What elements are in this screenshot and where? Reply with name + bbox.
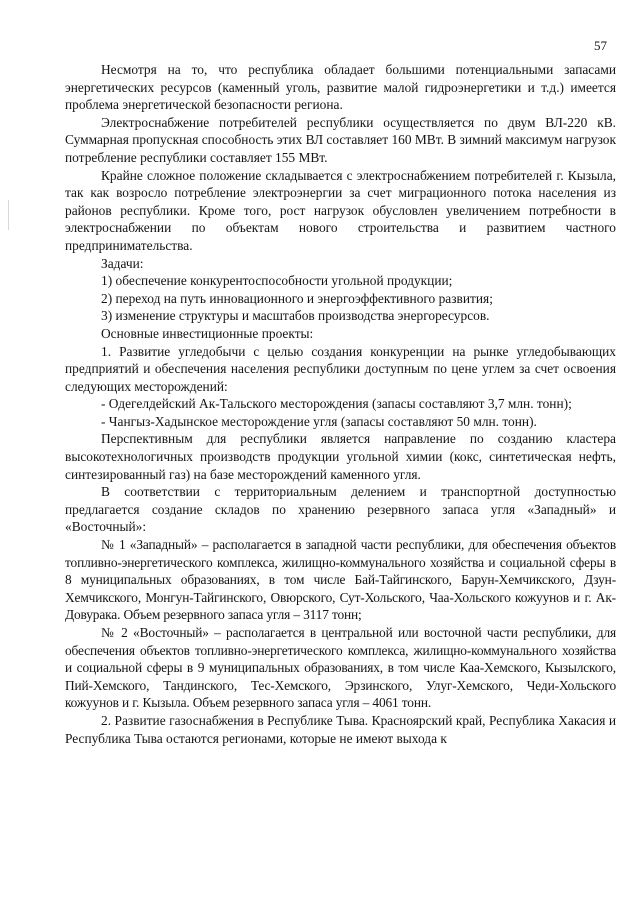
task-item-1: 1) обеспечение конкурентоспособности угольной продукции; bbox=[101, 273, 453, 289]
paragraph-energy-resources: Несмотря на то, что республика обладает большими потенциальными запасами энергетических ресурсов (каменный уголь, развитие малой гидроэнергетики и т.д.) имеется проблема энергетической безопасности региона. bbox=[65, 62, 616, 113]
deposit-item-1: - Одегелдейский Ак-Тальского месторождения (запасы составляют 3,7 млн. тонн); bbox=[101, 396, 572, 412]
task-item-2: 2) переход на путь инновационного и энергоэффективного развития; bbox=[101, 290, 493, 306]
paragraph-reserve-warehouses: В соответствии с территориальным делением и транспортной доступностью предлагается создание складов по хранению резервного запаса угля «Западный» и «Восточный»: bbox=[65, 484, 616, 535]
page-number: 57 bbox=[594, 38, 607, 53]
paragraph-coal-mining: 1. Развитие угледобычи с целью создания конкуренции на рынке угледобывающих предприятий и обеспечения населения республики доступным по цене углем за счет освоения следующих месторождений: bbox=[65, 343, 616, 394]
paragraph-coal-chemistry-cluster: Перспективным для республики является направление по созданию кластера высокотехнологичных производств продукции угольной химии (кокс, синтетическая нефть, синтезированный газ) на базе месторождений каменного угля. bbox=[65, 431, 616, 482]
tasks-heading: Задачи: bbox=[101, 255, 144, 271]
paragraph-gas-supply: 2. Развитие газоснабжения в Республике Тыва. Красноярский край, Республика Хакасия и Республика Тыва остаются регионами, которые не имеют выхода к bbox=[65, 712, 616, 746]
paragraph-power-supply: Электроснабжение потребителей республики осуществляется по двум ВЛ-220 кВ. Суммарная пропускная способность этих ВЛ составляет 160 МВт. В зимний максимум нагрузок потребление республики составляет 155 МВт. bbox=[65, 114, 616, 165]
paragraph-eastern-warehouse: № 2 «Восточный» – располагается в центральной или восточной части республики, для обеспечения объектов топливно-энергетического комплекса, жилищно-коммунального хозяйства и социальной сферы в 9 муниципальных образованиях, в том числе Каа-Хемского, Кызылского, Пий-Хемского, Тандинского, Тес-Хемского, Эрзинского, Улуг-Хемского, Чеди-Хольского кожуунов и г. Кызыла. Объем резервного запаса угля – 4061 тонн. bbox=[65, 625, 616, 711]
scan-margin-mark bbox=[8, 200, 9, 230]
body-text bbox=[65, 61, 616, 747]
task-item-3: 3) изменение структуры и масштабов производства энергоресурсов. bbox=[101, 308, 490, 324]
paragraph-western-warehouse: № 1 «Западный» – располагается в западной части республики, для обеспечения объектов топливно-энергетического комплекса, жилищно-коммунального хозяйства и социальной сферы в 8 муниципальных образованиях, в том числе Бай-Тайгинского, Барун-Хемчикского, Дзун-Хемчикского, Монгун-Тайгинского, Овюрского, Сут-Хольского, Чаа-Хольского кожуунов и г. Ак-Довурака. Объем резервного запаса угля – 3117 тонн; bbox=[65, 537, 616, 623]
paragraph-kyzyl-situation: Крайне сложное положение складывается с электроснабжением потребителей г. Кызыла, так как возросло потребление электроэнергии за счет миграционного потока населения из районов республики. Кроме того, рост нагрузок обусловлен увеличением потребности в электроснабжении по объектам нового строительства и развитием частного предпринимательства. bbox=[65, 167, 616, 253]
projects-heading: Основные инвестиционные проекты: bbox=[101, 325, 314, 341]
deposit-item-2: - Чангыз-Хадынское месторождение угля (запасы составляют 50 млн. тонн). bbox=[101, 413, 537, 429]
